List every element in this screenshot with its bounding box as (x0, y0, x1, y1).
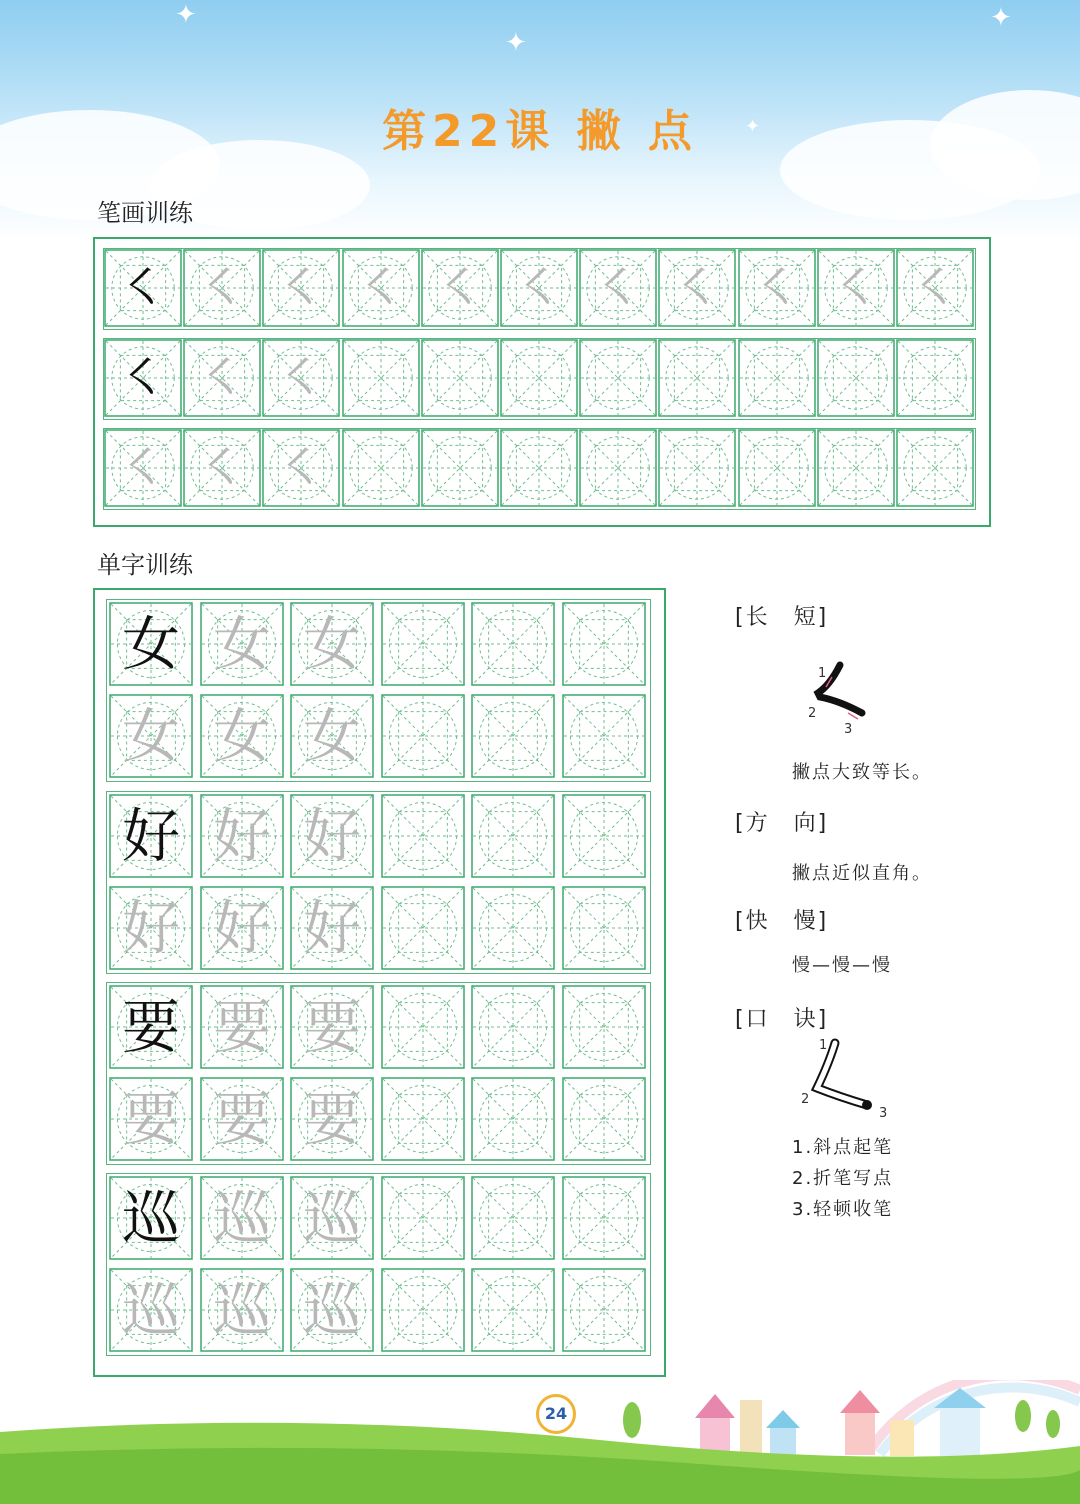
page-title: 第22课 撇 点 (382, 106, 698, 157)
practice-grid (381, 1176, 465, 1260)
sparkle-icon: ✦ (990, 3, 1012, 33)
practice-grid (500, 339, 578, 417)
trace-character: ㇛ (120, 441, 166, 495)
practice-cell[interactable] (262, 249, 340, 327)
practice-cell[interactable] (579, 339, 657, 417)
practice-cell[interactable] (109, 1077, 193, 1161)
practice-grid (896, 339, 974, 417)
practice-grid (471, 602, 555, 686)
practice-grid (381, 602, 465, 686)
step-number: 1 (818, 666, 827, 681)
trace-character: 要 (302, 993, 361, 1061)
practice-cell[interactable] (109, 1176, 193, 1260)
character-section-label: 单字训练 (97, 551, 193, 579)
practice-grid (562, 985, 646, 1069)
practice-cell[interactable] (658, 339, 736, 417)
practice-cell[interactable] (290, 1176, 374, 1260)
trace-character: 好 (121, 894, 180, 962)
practice-cell[interactable] (817, 429, 895, 507)
practice-cell[interactable] (562, 694, 646, 778)
practice-cell[interactable] (471, 694, 555, 778)
practice-cell[interactable] (183, 249, 261, 327)
practice-cell[interactable] (817, 339, 895, 417)
trace-character: 好 (212, 894, 271, 962)
mnemonic-heading: [口 诀] (735, 1007, 829, 1032)
practice-cell[interactable] (896, 339, 974, 417)
practice-cell[interactable] (500, 339, 578, 417)
trace-character: 好 (302, 894, 361, 962)
sparkle-icon: ✦ (175, 0, 197, 30)
trace-character: ㇛ (437, 261, 483, 315)
step-number: 1 (819, 1038, 828, 1053)
practice-cell[interactable] (471, 1077, 555, 1161)
trace-character: 要 (212, 1085, 271, 1153)
trace-character: 巡 (121, 1276, 180, 1344)
mnemonic-line: 2.折笔写点 (792, 1168, 894, 1189)
practice-cell[interactable] (579, 249, 657, 327)
practice-cell[interactable] (421, 339, 499, 417)
practice-cell[interactable] (381, 794, 465, 878)
practice-cell[interactable] (381, 1268, 465, 1352)
trace-character: ㇛ (516, 261, 562, 315)
trace-character: 巡 (302, 1184, 361, 1252)
practice-cell[interactable] (896, 249, 974, 327)
model-character: 女 (121, 610, 180, 678)
practice-grid (471, 1077, 555, 1161)
stroke-order-diagram-length (800, 655, 890, 735)
trace-character: ㇛ (674, 261, 720, 315)
practice-cell[interactable] (562, 985, 646, 1069)
practice-cell[interactable] (104, 429, 182, 507)
trace-character: 女 (302, 702, 361, 770)
practice-cell[interactable] (342, 339, 420, 417)
length-heading: [长 短] (735, 605, 829, 630)
practice-cell[interactable] (109, 886, 193, 970)
practice-grid (817, 339, 895, 417)
practice-grid (562, 886, 646, 970)
practice-grid (562, 1077, 646, 1161)
practice-cell[interactable] (109, 1268, 193, 1352)
practice-grid (471, 1176, 555, 1260)
practice-grid (738, 339, 816, 417)
practice-cell[interactable] (471, 886, 555, 970)
trace-character: 好 (302, 802, 361, 870)
trace-character: ㇛ (199, 441, 245, 495)
practice-cell[interactable] (562, 1176, 646, 1260)
practice-cell[interactable] (471, 1268, 555, 1352)
step-number: 2 (801, 1092, 810, 1107)
trace-character: ㇛ (278, 351, 324, 405)
practice-grid (579, 339, 657, 417)
practice-grid (381, 985, 465, 1069)
practice-cell[interactable] (471, 1176, 555, 1260)
practice-cell[interactable] (381, 985, 465, 1069)
practice-cell[interactable] (738, 339, 816, 417)
practice-grid (381, 794, 465, 878)
practice-grid (471, 985, 555, 1069)
trace-character: 巡 (212, 1184, 271, 1252)
step-number: 2 (808, 706, 817, 721)
practice-cell[interactable] (342, 429, 420, 507)
practice-grid (421, 339, 499, 417)
practice-cell[interactable] (290, 1268, 374, 1352)
practice-cell[interactable] (290, 1077, 374, 1161)
trace-character: 要 (212, 993, 271, 1061)
practice-cell[interactable] (421, 249, 499, 327)
practice-cell[interactable] (562, 1077, 646, 1161)
practice-cell[interactable] (290, 886, 374, 970)
practice-cell[interactable] (738, 249, 816, 327)
practice-grid (562, 794, 646, 878)
trace-character: ㇛ (358, 261, 404, 315)
step-number: 3 (879, 1106, 888, 1121)
practice-cell[interactable] (421, 429, 499, 507)
mnemonic-line: 3.轻顿收笔 (792, 1199, 894, 1220)
practice-cell[interactable] (200, 1268, 284, 1352)
practice-grid (381, 694, 465, 778)
practice-cell[interactable] (290, 602, 374, 686)
practice-grid (562, 1268, 646, 1352)
practice-cell[interactable] (109, 794, 193, 878)
practice-cell[interactable] (183, 339, 261, 417)
practice-grid (381, 1077, 465, 1161)
practice-cell[interactable] (562, 794, 646, 878)
practice-cell[interactable] (471, 985, 555, 1069)
practice-cell[interactable] (658, 249, 736, 327)
model-character: ㇛ (120, 261, 166, 315)
practice-grid (562, 694, 646, 778)
practice-cell[interactable] (200, 985, 284, 1069)
mnemonic-line: 1.斜点起笔 (792, 1137, 894, 1158)
practice-cell[interactable] (579, 429, 657, 507)
model-character: 好 (121, 802, 180, 870)
trace-character: 女 (212, 610, 271, 678)
trace-character: ㇛ (278, 441, 324, 495)
speed-text: 慢—慢—慢 (792, 955, 892, 976)
practice-cell[interactable] (562, 1268, 646, 1352)
practice-cell[interactable] (200, 886, 284, 970)
page-number: 24 (536, 1394, 576, 1434)
practice-cell[interactable] (342, 249, 420, 327)
practice-cell[interactable] (381, 1176, 465, 1260)
model-character: 巡 (121, 1184, 180, 1252)
practice-cell[interactable] (381, 886, 465, 970)
length-text: 撇点大致等长。 (792, 762, 932, 783)
trace-character: ㇛ (912, 261, 958, 315)
practice-grid (342, 429, 420, 507)
trace-character: ㇛ (595, 261, 641, 315)
practice-cell[interactable] (381, 694, 465, 778)
practice-cell[interactable] (200, 794, 284, 878)
trace-character: 女 (212, 702, 271, 770)
practice-grid (342, 339, 420, 417)
practice-cell[interactable] (896, 429, 974, 507)
stroke-section-label: 笔画训练 (97, 199, 193, 227)
practice-grid (471, 1268, 555, 1352)
step-number: 3 (844, 722, 853, 735)
practice-cell[interactable] (817, 249, 895, 327)
practice-grid (658, 339, 736, 417)
trace-character: 要 (302, 1085, 361, 1153)
practice-cell[interactable] (500, 249, 578, 327)
trace-character: 巡 (212, 1276, 271, 1344)
practice-cell[interactable] (290, 985, 374, 1069)
practice-cell[interactable] (109, 694, 193, 778)
practice-grid (421, 429, 499, 507)
trace-character: ㇛ (199, 351, 245, 405)
practice-cell[interactable] (200, 1077, 284, 1161)
trace-character: ㇛ (754, 261, 800, 315)
practice-cell[interactable] (381, 602, 465, 686)
practice-cell[interactable] (200, 1176, 284, 1260)
model-character: 要 (121, 993, 180, 1061)
practice-cell[interactable] (290, 694, 374, 778)
practice-cell[interactable] (200, 694, 284, 778)
practice-cell[interactable] (471, 602, 555, 686)
trace-character: 女 (302, 610, 361, 678)
practice-grid (896, 429, 974, 507)
practice-cell[interactable] (109, 985, 193, 1069)
trace-character: 好 (212, 802, 271, 870)
practice-grid (381, 1268, 465, 1352)
practice-grid (500, 429, 578, 507)
trace-character: 要 (121, 1085, 180, 1153)
practice-grid (381, 886, 465, 970)
stroke-order-diagram-mnemonic (795, 1033, 895, 1125)
practice-cell[interactable] (262, 339, 340, 417)
sparkle-icon: ✦ (745, 116, 761, 137)
practice-cell[interactable] (262, 429, 340, 507)
practice-cell[interactable] (109, 602, 193, 686)
practice-cell[interactable] (200, 602, 284, 686)
practice-grid (817, 429, 895, 507)
trace-character: ㇛ (278, 261, 324, 315)
trace-character: ㇛ (199, 261, 245, 315)
sparkle-icon: ✦ (505, 28, 527, 58)
practice-cell[interactable] (562, 886, 646, 970)
practice-cell[interactable] (104, 339, 182, 417)
practice-cell[interactable] (500, 429, 578, 507)
practice-cell[interactable] (104, 249, 182, 327)
practice-grid (562, 602, 646, 686)
practice-grid (471, 694, 555, 778)
practice-grid (471, 886, 555, 970)
speed-heading: [快 慢] (735, 909, 829, 934)
practice-cell[interactable] (290, 794, 374, 878)
practice-cell[interactable] (562, 602, 646, 686)
model-character: ㇛ (120, 351, 166, 405)
practice-cell[interactable] (471, 794, 555, 878)
practice-grid (579, 429, 657, 507)
trace-character: 巡 (302, 1276, 361, 1344)
practice-grid (738, 429, 816, 507)
practice-cell[interactable] (658, 429, 736, 507)
practice-cell[interactable] (738, 429, 816, 507)
practice-cell[interactable] (183, 429, 261, 507)
trace-character: 女 (121, 702, 180, 770)
practice-cell[interactable] (381, 1077, 465, 1161)
direction-text: 撇点近似直角。 (792, 863, 932, 884)
direction-heading: [方 向] (735, 811, 829, 836)
footer-landscape (0, 1380, 1080, 1504)
practice-grid (562, 1176, 646, 1260)
trace-character: ㇛ (833, 261, 879, 315)
practice-grid (658, 429, 736, 507)
practice-grid (471, 794, 555, 878)
